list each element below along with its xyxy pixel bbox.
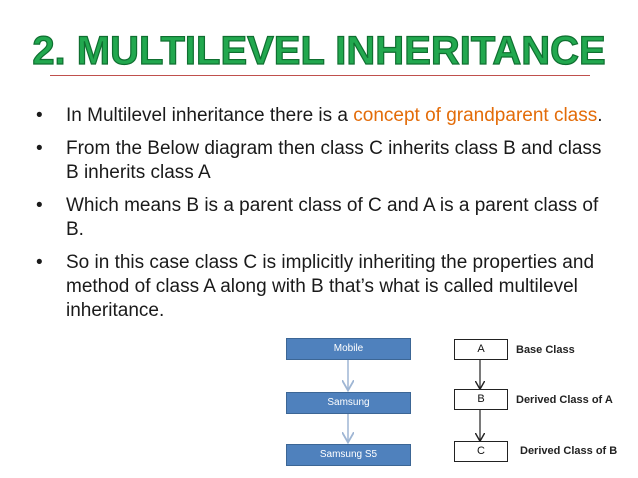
class-box-c: C	[454, 441, 508, 462]
bullet-dot: •	[36, 195, 43, 216]
bullet-text: So in this case class C is implicitly inheriting the properties and method of class A along with B that’s what is called multilevel inheritance.	[66, 252, 595, 321]
bullet-dot: •	[36, 138, 43, 159]
bullet-dot: •	[36, 252, 43, 273]
bullet-text: Which means B is a parent class of C and A is a parent class of B.	[66, 195, 599, 240]
highlight-text: concept of grandparent class	[353, 105, 598, 126]
bullet-text: From the Below diagram then class C inherits class B and class B inherits class A	[66, 138, 602, 183]
bullet-dot: •	[36, 105, 43, 126]
slide-title: 2. MULTILEVEL INHERITANCE	[32, 29, 606, 73]
label-base-class: Base Class	[516, 344, 575, 356]
class-box-samsung: Samsung	[286, 392, 411, 414]
bullet-text: In Multilevel inheritance there is a	[66, 105, 354, 126]
class-box-mobile: Mobile	[286, 338, 411, 360]
bullet-tail: .	[597, 105, 603, 126]
class-box-samsung-s5: Samsung S5	[286, 444, 411, 466]
label-derived-b: Derived Class of B	[520, 445, 618, 457]
label-derived-a: Derived Class of A	[516, 394, 613, 406]
class-box-b: B	[454, 389, 508, 410]
class-box-a: A	[454, 339, 508, 360]
